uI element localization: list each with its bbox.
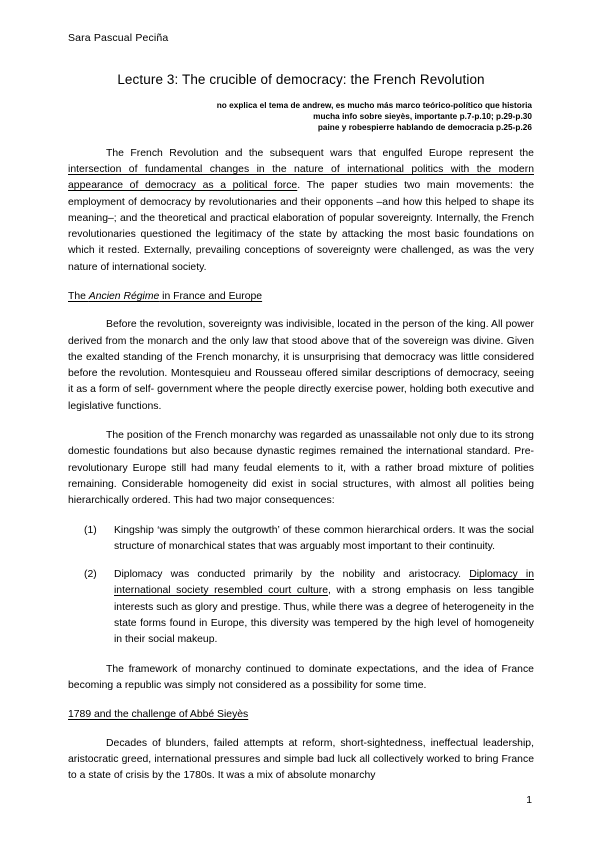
section-heading-1789	[68, 707, 534, 723]
list-item-marker: (1)	[84, 524, 97, 536]
intro-tail-text: . The paper studies two main movements: the employment of democracy by revolutionaries and their opponents –and how this helped to shape its meaning–; and the theoretical and practical elaboration of popular sovereignty. Internally, the French revolutionaries questioned the legitimacy of the state by attacking the most basic foundations on which it rested. Externally, prevailing conceptions of sovereignty were challenged, as was the very nature of international society.	[68, 180, 534, 273]
intro-paragraph	[68, 146, 534, 276]
section-one-paragraph-3: The framework of monarchy continued to dominate expectations, and the idea of France becoming a republic was simply not considered as a possibility for some time.	[68, 663, 534, 691]
section-heading-prefix: The	[68, 290, 89, 302]
page-title: Lecture 3: The crucible of democracy: the French Revolution	[117, 72, 485, 87]
annotation-line-2: mucha info sobre sieyès, importante p.7-p.10; p.29-p.30	[313, 112, 532, 122]
section-heading-text: 1789 and the challenge of Abbé Sieyès	[68, 709, 249, 721]
section-heading-italic: Ancien Régime	[88, 290, 160, 302]
list-item	[68, 567, 534, 648]
section-one-paragraph-2: The position of the French monarchy was regarded as unassailable not only due to its strong domestic foundations but also because dynastic regimes remained the international standard. Pre-revolutionary Europe still had many feudal elements to it, with a rather broad mixture of polities remaining. Considerable homogeneity did exist in social structures, with almost all polities being hierarchically ordered. This had two major consequences:	[68, 430, 534, 507]
page-number: 1	[526, 795, 532, 806]
list-item-marker: (2)	[84, 569, 97, 581]
handwritten-annotations	[68, 100, 534, 134]
list-item-text: Kingship ‘was simply the outgrowth’ of these common hierarchical orders. It was the social structure of monarchical states that was arguably most important to their continuity.	[114, 524, 534, 552]
section-heading-ancien-regime	[68, 289, 534, 305]
section-two-paragraph-1: Decades of blunders, failed attempts at reform, short-sightedness, ineffectual leadership, aristocratic greed, international pressures and simple bad luck all collectively worked to bring France to a state of crisis by the 1780s. It was a mix of absolute monarchy	[68, 737, 534, 782]
annotation-line-1: no explica el tema de andrew, es mucho más marco teórico-político que historia	[216, 101, 532, 110]
annotation-line-3: paine y robespierre hablando de democracia p.25-p.26	[317, 123, 532, 133]
list-item	[68, 523, 534, 556]
author-name: Sara Pascual Peciña	[68, 32, 169, 44]
consequences-list	[68, 523, 534, 649]
intro-underlined-text: intersection of fundamental changes in the nature of international politics with the modern appearance of democracy as a political force	[68, 163, 534, 192]
list-item-lead-text: Diplomacy was conducted primarily by the nobility and aristocracy.	[114, 569, 470, 581]
page-content	[68, 32, 534, 797]
list-item-underlined-text: Diplomacy in international society resembled court culture	[114, 569, 534, 597]
section-heading-suffix: in France and Europe	[159, 290, 263, 302]
section-one-paragraph-1: Before the revolution, sovereignty was indivisible, located in the person of the king. All power derived from the monarch and the only law that stood above that of the sovereign was divine. Given the exalted standing of the French monarchy, it is unsurprising that democracy was little considered before the revolution. Montesquieu and Rousseau offered similar descriptions of democracy, seeing it as a form of self- government where the people directly exercise power, holding both executive and legislative functions.	[68, 319, 534, 412]
list-item-tail-text: , with a strong emphasis on less tangible interests such as glory and prestige. Thus, while there was a degree of heterogeneity in the state forms found in Europe, this diversity was tempered by the high level of homogeneity in their social makeup.	[114, 585, 534, 646]
intro-lead-text: The French Revolution and the subsequent wars that engulfed Europe represent the	[106, 147, 534, 159]
